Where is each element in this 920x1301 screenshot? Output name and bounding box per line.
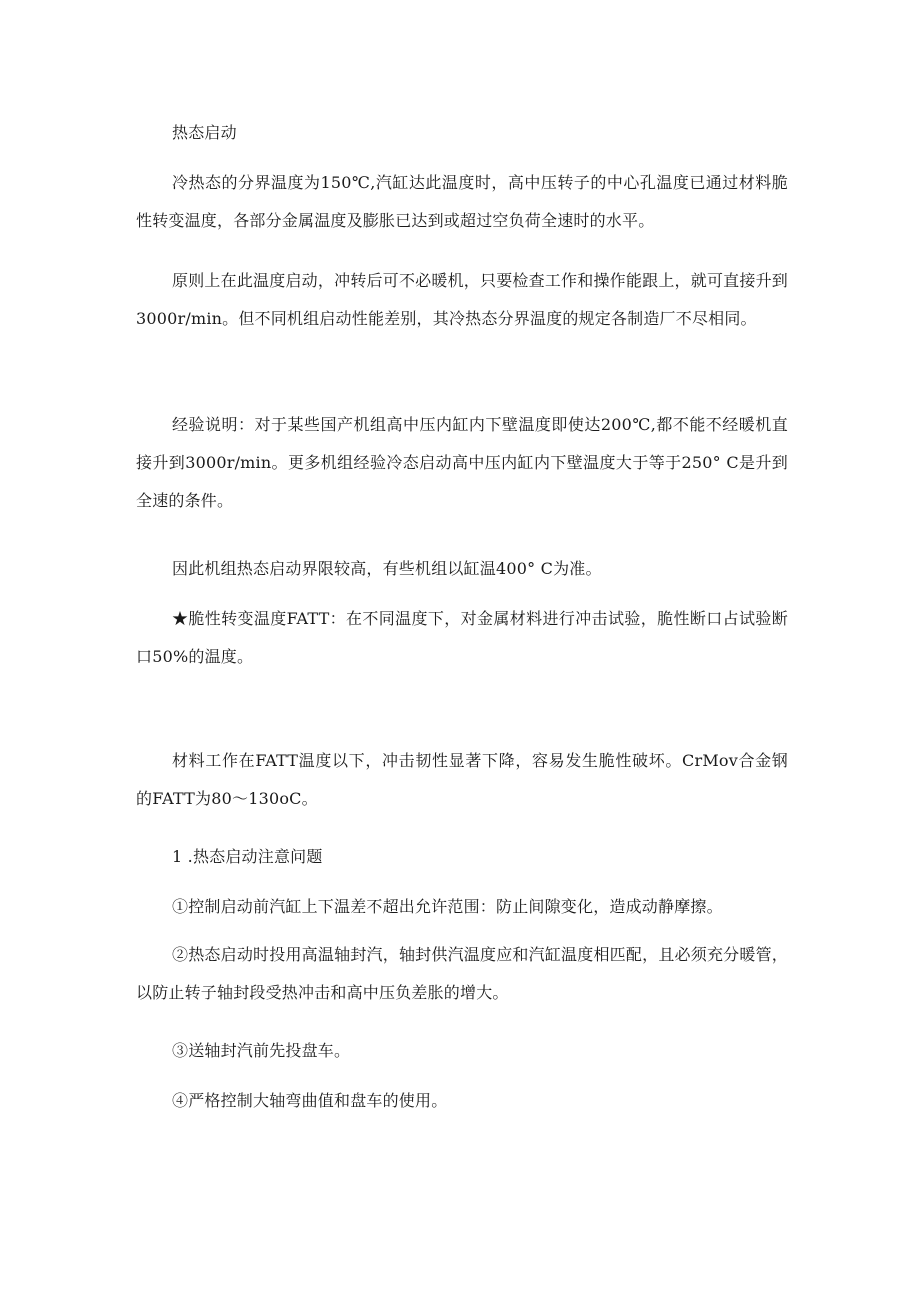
list-item-3: ③送轴封汽前先投盘车。 [172, 1041, 351, 1060]
list-item-2: ②热态启动时投用高温轴封汽，轴封供汽温度应和汽缸温度相匹配，且必须充分暖管，以防止转子轴封段受热冲击和高中压负差胀的增大。 [136, 945, 788, 1002]
section-heading-hot-start-issues: 1 .热态启动注意问题 [172, 847, 323, 866]
paragraph-temperature-boundary: 冷热态的分界温度为150℃,汽缸达此温度时，高中压转子的中心孔温度已通过材料脆性转变温度，各部分金属温度及膨胀已达到或超过空负荷全速时的水平。 [136, 173, 788, 230]
list-item-1: ①控制启动前汽缸上下温差不超出允许范围：防止间隙变化，造成动静摩擦。 [172, 897, 723, 916]
paragraph-startup-principle: 原则上在此温度启动，冲转后可不必暖机，只要检查工作和操作能跟上，就可直接升到3000r/min。但不同机组启动性能差别，其冷热态分界温度的规定各制造厂不尽相同。 [136, 271, 788, 328]
paragraph-hot-start-limit: 因此机组热态启动界限较高，有些机组以缸温400° C为准。 [172, 559, 602, 578]
paragraph-fatt-definition: ★脆性转变温度FATT：在不同温度下，对金属材料进行冲击试验，脆性断口占试验断口50%的温度。 [136, 609, 788, 666]
paragraph-experience: 经验说明：对于某些国产机组高中压内缸内下壁温度即使达200℃,都不能不经暖机直接升到3000r/min。更多机组经验冷态启动高中压内缸内下壁温度大于等于250° C是升到全速的条件。 [136, 415, 788, 510]
document-title: 热态启动 [172, 123, 237, 142]
paragraph-fatt-material: 材料工作在FATT温度以下，冲击韧性显著下降，容易发生脆性破坏。CrMov合金钢的FATT为80～130oC。 [136, 751, 788, 808]
list-item-4: ④严格控制大轴弯曲值和盘车的使用。 [172, 1091, 448, 1110]
